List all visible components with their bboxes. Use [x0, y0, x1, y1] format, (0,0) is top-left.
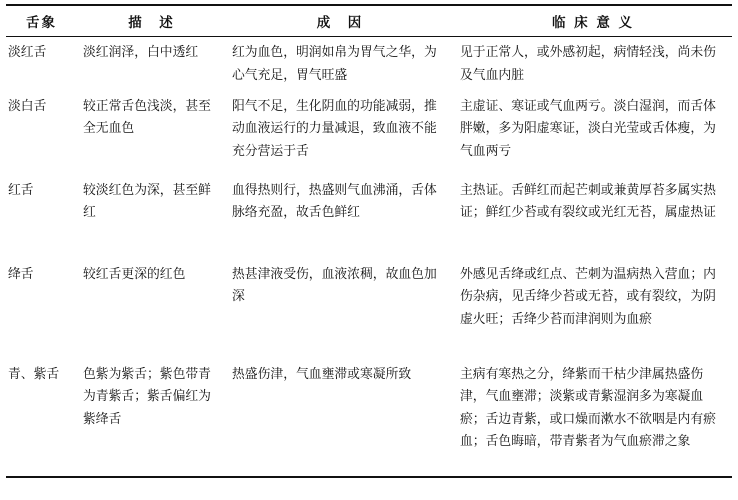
tongue-cell: 淡红舌 [8, 45, 47, 60]
table-row [6, 175, 732, 259]
significance-cell: 外感见舌绛或红点、芒刺为温病热入营血；内伤杂病，见舌绛少苔或无苔，或有裂纹，为阴虚火旺；舌绛少苔而津润则为血瘀 [460, 266, 716, 327]
cause-cell: 热甚津液受伤，血液浓稠，故血色加深 [232, 266, 437, 304]
table-row [6, 37, 732, 91]
table-row [6, 259, 732, 359]
description-cell: 较淡红色为深，甚至鲜红 [83, 182, 211, 220]
significance-cell: 主病有寒热之分，绛紫而干枯少津属热盛伤津，气血壅滞；淡紫或青紫湿润多为寒凝血瘀；舌边青紫，或口燥而漱水不欲咽是内有瘀血；舌色晦暗，带青紫者为气血瘀滞之象 [460, 366, 716, 449]
header-cause: 成 因 [316, 15, 364, 31]
significance-cell: 见于正常人，或外感初起，病情轻浅，尚未伤及气血内脏 [460, 45, 716, 83]
tongue-cell: 红舌 [8, 182, 34, 198]
tongue-cell: 绛舌 [8, 266, 34, 282]
table-row [6, 91, 732, 175]
significance-cell: 主虚证、寒证或气血两亏。淡白湿润，而舌体胖嫩，多为阳虚寒证，淡白光莹或舌体瘦，为气血两亏 [460, 98, 716, 159]
tongue-cell: 青、紫舌 [8, 366, 60, 382]
cause-cell: 血得热则行，热盛则气血沸涌，舌体脉络充盈，故舌色鲜红 [232, 182, 437, 220]
description-cell: 色紫为紫舌；紫色带青为青紫舌；紫舌偏红为紫绛舌 [83, 366, 211, 427]
description-cell: 较红舌更深的红色 [83, 266, 186, 282]
table-row [6, 359, 732, 477]
table-header [6, 5, 732, 37]
table-body [6, 37, 732, 477]
cause-cell: 热盛伤津，气血壅滞或寒凝所致 [232, 366, 412, 382]
tongue-cell: 淡白舌 [8, 98, 47, 114]
description-cell: 较正常舌色浅淡，甚至全无血色 [83, 98, 211, 136]
tongue-color-table [6, 4, 732, 478]
header-significance: 临 床 意 义 [551, 15, 635, 31]
header-tongue: 舌象 [26, 15, 57, 31]
header-description: 描 述 [128, 15, 175, 31]
description-cell: 淡红润泽，白中透红 [83, 45, 199, 60]
header-row [6, 5, 732, 37]
cause-cell: 阳气不足，生化阴血的功能减弱，推动血液运行的力量减退，致血液不能充分营运于舌 [232, 98, 437, 159]
cause-cell: 红为血色，明润如帛为胃气之华，为心气充足，胃气旺盛 [232, 45, 437, 83]
significance-cell: 主热证。舌鲜红而起芒刺或兼黄厚苔多属实热证；鲜红少苔或有裂纹或光红无苔，属虚热证 [460, 182, 716, 220]
